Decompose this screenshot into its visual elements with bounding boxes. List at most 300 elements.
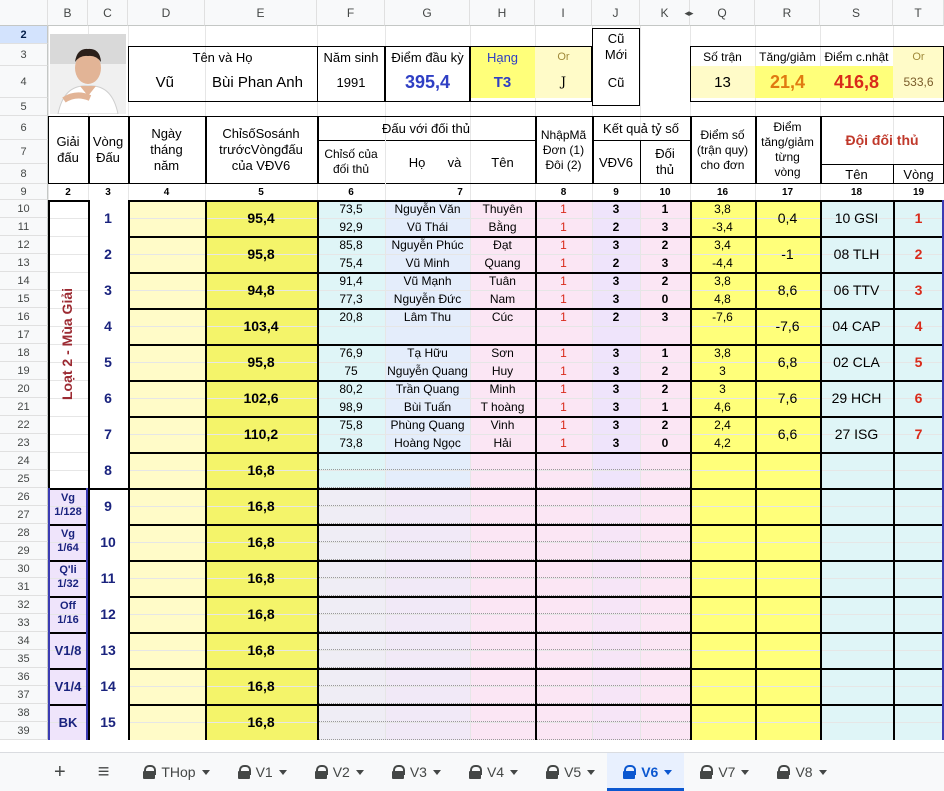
lock-icon: [143, 765, 155, 779]
row-header[interactable]: 25: [0, 470, 48, 488]
knockout-index[interactable]: 16,8: [247, 642, 275, 658]
score-opponent[interactable]: [640, 326, 690, 344]
sheet-tab-label: V8: [795, 764, 813, 780]
team-name[interactable]: 02 CLA: [833, 354, 880, 370]
row-header[interactable]: 24: [0, 452, 48, 470]
old-new-label: Cũ Mới: [604, 30, 628, 62]
opp-index[interactable]: 73,8: [339, 436, 363, 450]
round-change[interactable]: 8,6: [777, 282, 798, 298]
score-vdv6[interactable]: 3: [612, 346, 620, 360]
column-header-h[interactable]: H: [470, 0, 535, 26]
dotted-separator: [317, 505, 690, 506]
sheet-tab-label: V2: [332, 764, 350, 780]
row-header[interactable]: 18: [0, 344, 48, 362]
header-divider: [820, 164, 944, 165]
rank-label: Hạng: [470, 46, 535, 68]
birth-year[interactable]: 1991: [336, 74, 366, 90]
score-opponent[interactable]: 2: [661, 364, 669, 378]
team-round[interactable]: 1: [914, 210, 923, 226]
row-header[interactable]: 9: [0, 184, 48, 200]
knockout-border: [48, 704, 944, 706]
chevron-down-icon[interactable]: [433, 770, 441, 775]
row-header[interactable]: 11: [0, 218, 48, 236]
row-header[interactable]: 31: [0, 578, 48, 596]
row-header[interactable]: 23: [0, 434, 48, 452]
or-value[interactable]: J: [535, 66, 592, 98]
season-label: [56, 240, 78, 448]
hidden-columns-arrows[interactable]: ◂▸: [684, 7, 694, 18]
score-vdv6[interactable]: 3: [612, 364, 620, 378]
header-vdv6: VĐV6: [599, 154, 633, 170]
column-header-j[interactable]: J: [592, 0, 640, 26]
score-opponent[interactable]: 3: [661, 220, 669, 234]
opp-index[interactable]: 92,9: [339, 220, 363, 234]
knockout-border: [48, 632, 944, 634]
sheet-tab-v3[interactable]: [376, 753, 453, 791]
opp-index[interactable]: 77,3: [339, 292, 363, 306]
score-vdv6[interactable]: 3: [612, 274, 620, 288]
team-round[interactable]: 6: [914, 390, 923, 406]
row-header[interactable]: 22: [0, 416, 48, 434]
dotted-separator: [317, 469, 690, 470]
match-code[interactable]: 1: [560, 418, 567, 432]
round-change[interactable]: 6,6: [777, 426, 798, 442]
match-points[interactable]: 3: [719, 364, 726, 378]
chevron-down-icon[interactable]: [741, 770, 749, 775]
knockout-index[interactable]: 16,8: [247, 534, 275, 550]
round-change[interactable]: -1: [781, 246, 794, 262]
knockout-round: 10: [88, 524, 128, 560]
knockout-index[interactable]: 16,8: [247, 570, 275, 586]
row-header[interactable]: 35: [0, 650, 48, 668]
lock-icon: [469, 765, 481, 779]
row-gridline: [48, 722, 944, 723]
opp-index[interactable]: 75,4: [339, 256, 363, 270]
opp-firstname[interactable]: T hoàng: [480, 400, 525, 414]
opp-index[interactable]: 76,9: [339, 346, 363, 360]
sheet-tab-label: V1: [255, 764, 273, 780]
dotted-separator: [317, 613, 690, 614]
row-header[interactable]: 15: [0, 290, 48, 308]
team-round[interactable]: 3: [914, 282, 923, 298]
column-border: [755, 200, 757, 740]
team-name[interactable]: 27 ISG: [834, 426, 879, 442]
opp-lastname[interactable]: Nguyễn Đức: [393, 292, 462, 306]
opp-lastname[interactable]: Vũ Thái: [406, 220, 449, 234]
column-header-q[interactable]: Q: [690, 0, 755, 26]
match-points[interactable]: 3,8: [714, 346, 731, 360]
updated-value[interactable]: 416,8: [820, 66, 893, 98]
sheet-tab-v8[interactable]: [761, 753, 838, 791]
knockout-border: [48, 524, 944, 526]
opp-firstname[interactable]: Sơn: [491, 346, 514, 360]
opp-lastname[interactable]: Vũ Mạnh: [403, 274, 452, 288]
opp-firstname[interactable]: Nam: [489, 292, 516, 306]
matches-value[interactable]: 13: [690, 66, 755, 98]
old-new-value[interactable]: Cũ: [607, 74, 625, 90]
match-points[interactable]: 3,4: [714, 238, 731, 252]
score-vdv6[interactable]: 3: [612, 418, 620, 432]
row-header[interactable]: 12: [0, 236, 48, 254]
header-divider: [317, 140, 535, 141]
knockout-label: Vg 1/128: [54, 492, 82, 518]
match-code[interactable]: 1: [560, 256, 567, 270]
header-ho: Họ: [408, 154, 426, 170]
match-code[interactable]: 1: [560, 364, 567, 378]
match-code[interactable]: 1: [560, 436, 567, 450]
row-header[interactable]: 36: [0, 668, 48, 686]
match-points[interactable]: 2,4: [714, 418, 731, 432]
header-chiso: ChỉsốSosánh trướcVòngđấu của VĐV6: [219, 125, 303, 174]
column-border: [535, 200, 537, 740]
opp-firstname[interactable]: Quang: [484, 256, 521, 270]
score-opponent[interactable]: 1: [661, 400, 669, 414]
score-vdv6[interactable]: 2: [612, 310, 620, 324]
opp-index[interactable]: 75: [344, 364, 358, 378]
row-header[interactable]: 13: [0, 254, 48, 272]
header-divider: [640, 140, 641, 184]
match-points[interactable]: [690, 326, 755, 344]
score-vdv6[interactable]: 3: [612, 382, 620, 396]
match-code[interactable]: 1: [560, 400, 567, 414]
round-index[interactable]: 95,8: [247, 354, 275, 370]
opp-lastname[interactable]: Trần Quang: [395, 382, 460, 396]
team-round[interactable]: 4: [914, 318, 923, 334]
row-header[interactable]: 34: [0, 632, 48, 650]
lock-icon: [315, 765, 327, 779]
opp-firstname[interactable]: Bằng: [488, 220, 517, 234]
column-header-g[interactable]: G: [385, 0, 470, 26]
knockout-index[interactable]: 16,8: [247, 606, 275, 622]
column-header-d[interactable]: D: [128, 0, 205, 26]
column-index: 18: [850, 186, 863, 198]
row-gridline: [48, 470, 944, 471]
round-index[interactable]: 94,8: [247, 282, 275, 298]
opp-lastname[interactable]: [385, 326, 470, 344]
opp-firstname[interactable]: Huy: [491, 364, 514, 378]
match-points[interactable]: 3,8: [714, 202, 731, 216]
row-header[interactable]: 10: [0, 200, 48, 218]
opp-lastname[interactable]: Bùi Tuấn: [403, 400, 452, 414]
row-header[interactable]: 28: [0, 524, 48, 542]
header-dau-voi: Đấu với đối thủ: [381, 120, 471, 136]
row-header[interactable]: 30: [0, 560, 48, 578]
opp-index[interactable]: 75,8: [339, 418, 363, 432]
opp-index[interactable]: [317, 326, 385, 344]
column-border: [317, 200, 319, 740]
opp-firstname[interactable]: Minh: [489, 382, 516, 396]
row-header[interactable]: 14: [0, 272, 48, 290]
team-name[interactable]: 08 TLH: [833, 246, 880, 262]
column-index: 8: [560, 186, 567, 198]
row-header[interactable]: 37: [0, 686, 48, 704]
chevron-down-icon[interactable]: [279, 770, 287, 775]
column-header-s[interactable]: S: [820, 0, 893, 26]
score-opponent[interactable]: 3: [661, 256, 669, 270]
opp-firstname[interactable]: Tuân: [489, 274, 516, 288]
sheet-tab-bar: [0, 752, 944, 791]
row-header[interactable]: 16: [0, 308, 48, 326]
header-divider: [592, 116, 594, 184]
column-border: [205, 200, 207, 740]
column-header-i[interactable]: I: [535, 0, 592, 26]
row-header[interactable]: 6: [0, 116, 48, 140]
team-name[interactable]: 10 GSI: [834, 210, 879, 226]
header-divider: [385, 140, 386, 184]
section-border: [48, 488, 944, 490]
season-label-text: Loạt 2 - Mùa Giải: [59, 287, 76, 401]
sheet-tab-v4[interactable]: [453, 753, 530, 791]
knockout-label: V1/4: [54, 678, 82, 694]
team-name[interactable]: 29 HCH: [831, 390, 882, 406]
column-header-k[interactable]: K: [640, 0, 690, 26]
opp-lastname[interactable]: Nguyễn Văn: [394, 202, 461, 216]
opp-lastname[interactable]: Tạ Hữu: [407, 346, 448, 360]
score-vdv6[interactable]: 3: [612, 400, 620, 414]
birth-label: Năm sinh: [323, 49, 379, 65]
match-code[interactable]: 1: [560, 238, 567, 252]
sheet-tab-label: V4: [486, 764, 505, 780]
score-opponent[interactable]: 0: [661, 292, 669, 306]
row-header[interactable]: 38: [0, 704, 48, 722]
score-vdv6[interactable]: 3: [612, 292, 620, 306]
start-points[interactable]: 395,4: [404, 71, 451, 92]
team-name[interactable]: 06 TTV: [833, 282, 880, 298]
row-header[interactable]: 20: [0, 380, 48, 398]
round-change[interactable]: 7,6: [777, 390, 798, 406]
row-header[interactable]: 33: [0, 614, 48, 632]
or-label: Or: [535, 46, 592, 68]
header-ket-qua: Kết quả tỷ số: [603, 120, 679, 136]
score-vdv6[interactable]: 2: [612, 220, 620, 234]
team-round[interactable]: 5: [914, 354, 923, 370]
birth-box: [317, 46, 385, 102]
chevron-down-icon[interactable]: [356, 770, 364, 775]
row-header[interactable]: 3: [0, 44, 48, 66]
match-points[interactable]: -4,4: [712, 256, 733, 270]
header-ngay: Ngày tháng năm: [150, 125, 183, 174]
chevron-down-icon[interactable]: [664, 770, 672, 775]
sheet-tab-label: V5: [564, 764, 582, 780]
match-points[interactable]: 4,8: [714, 292, 731, 306]
score-opponent[interactable]: 2: [661, 418, 669, 432]
column-index: 19: [912, 186, 925, 198]
match-code[interactable]: 1: [560, 202, 567, 216]
sheet-tab-v5[interactable]: [530, 753, 607, 791]
sheet-tab-thop[interactable]: [127, 753, 221, 791]
round-number: 6: [88, 380, 128, 416]
knockout-index[interactable]: 16,8: [247, 678, 275, 694]
score-opponent[interactable]: 3: [661, 310, 669, 324]
header-va: và: [447, 154, 462, 170]
knockout-index[interactable]: 16,8: [247, 714, 275, 730]
match-points[interactable]: 3: [719, 382, 726, 396]
opp-index[interactable]: 91,4: [339, 274, 363, 288]
match-code[interactable]: 1: [560, 220, 567, 234]
header-divider: [893, 164, 894, 184]
column-header-b[interactable]: B: [48, 0, 88, 26]
sheet-tab-v2[interactable]: [299, 753, 376, 791]
row-header[interactable]: 26: [0, 488, 48, 506]
header-vong-dau: Vòng Đấu: [92, 133, 124, 165]
round-index[interactable]: 103,4: [243, 318, 279, 334]
header-divider: [592, 140, 690, 141]
column-header-e[interactable]: E: [205, 0, 317, 26]
column-header-t[interactable]: T: [893, 0, 944, 26]
row-header[interactable]: 8: [0, 164, 48, 184]
knockout-border: [48, 668, 944, 670]
match-code[interactable]: 1: [560, 346, 567, 360]
match-code[interactable]: 1: [560, 382, 567, 396]
team-round[interactable]: 7: [914, 426, 923, 442]
row-header[interactable]: 17: [0, 326, 48, 344]
sheet-tab-label: V3: [409, 764, 427, 780]
match-points[interactable]: 4,2: [714, 436, 731, 450]
chevron-down-icon[interactable]: [587, 770, 595, 775]
row-header[interactable]: 32: [0, 596, 48, 614]
round-change[interactable]: -7,6: [775, 318, 800, 334]
opp-index[interactable]: 98,9: [339, 400, 363, 414]
menu-icon: ≡: [97, 760, 110, 783]
row-header[interactable]: 39: [0, 722, 48, 740]
header-giai-dau: Giải đấu: [56, 133, 80, 165]
knockout-round: 12: [88, 596, 128, 632]
updated-label: Điểm c.nhật: [824, 50, 889, 64]
round-index[interactable]: 102,6: [243, 390, 279, 406]
matches-label: Số trận: [703, 50, 742, 64]
opp-lastname[interactable]: Phùng Quang: [390, 418, 465, 432]
opp-lastname[interactable]: Hoàng Ngọc: [394, 436, 461, 450]
sheet-tab-v7[interactable]: [684, 753, 761, 791]
match-code[interactable]: 1: [560, 292, 567, 306]
row-header[interactable]: 7: [0, 140, 48, 164]
row-header[interactable]: 21: [0, 398, 48, 416]
score-vdv6[interactable]: [592, 326, 640, 344]
knockout-index[interactable]: 16,8: [247, 498, 275, 514]
match-points[interactable]: 4,6: [714, 400, 731, 414]
match-code[interactable]: 1: [560, 274, 567, 288]
round-number: 5: [88, 344, 128, 380]
round-index[interactable]: 110,2: [243, 426, 279, 442]
lock-icon: [623, 765, 635, 779]
header-divider: [755, 116, 757, 184]
opp-index[interactable]: 85,8: [339, 238, 363, 252]
sheet-tab-label: THop: [161, 764, 196, 780]
opp-firstname[interactable]: Đạt: [493, 238, 512, 252]
row-header[interactable]: 27: [0, 506, 48, 524]
opp-firstname[interactable]: Thuyên: [482, 202, 523, 216]
team-round[interactable]: 2: [914, 246, 923, 262]
opp-firstname[interactable]: Vinh: [490, 418, 515, 432]
row-gridline: [48, 506, 944, 507]
table-header-box: [48, 116, 944, 184]
match-points[interactable]: -3,4: [712, 220, 733, 234]
score-vdv6[interactable]: 3: [612, 436, 620, 450]
round-change[interactable]: 0,4: [777, 210, 798, 226]
chevron-down-icon[interactable]: [819, 770, 827, 775]
row-header[interactable]: 2: [0, 26, 48, 44]
score-opponent[interactable]: 2: [661, 382, 669, 396]
match-code[interactable]: 1: [560, 310, 567, 324]
header-chiso-doithu: Chỉsố của đối thủ: [324, 147, 378, 176]
column-header-r[interactable]: R: [755, 0, 820, 26]
row-header[interactable]: 29: [0, 542, 48, 560]
rank-value[interactable]: T3: [470, 66, 535, 98]
score-opponent[interactable]: 2: [661, 274, 669, 288]
round-index[interactable]: 95,8: [247, 246, 275, 262]
column-index: 3: [105, 186, 111, 198]
change-label: Tăng/giảm: [759, 50, 816, 64]
player-lastname[interactable]: Vũ: [155, 73, 174, 91]
opp-lastname[interactable]: Vũ Minh: [405, 256, 450, 270]
header-divider: [317, 116, 319, 184]
opp-firstname[interactable]: [470, 326, 535, 344]
start-box: [385, 46, 470, 102]
sheet-tab-v6[interactable]: [607, 753, 684, 791]
change-value[interactable]: 21,4: [755, 66, 820, 98]
opp-firstname[interactable]: Cúc: [491, 310, 514, 324]
select-all-corner[interactable]: [0, 0, 48, 26]
lock-icon: [700, 765, 712, 779]
sheet-tab-v1[interactable]: [222, 753, 299, 791]
score-opponent[interactable]: 1: [661, 202, 669, 216]
right-border-accent: [893, 200, 944, 740]
score-opponent[interactable]: 1: [661, 346, 669, 360]
match-points[interactable]: -7,6: [712, 310, 733, 324]
match-points[interactable]: 3,8: [714, 274, 731, 288]
row-gridline: [48, 614, 944, 615]
score-opponent[interactable]: 2: [661, 238, 669, 252]
score-vdv6[interactable]: 3: [612, 238, 620, 252]
column-border: [690, 200, 692, 740]
add-sheet-button[interactable]: [0, 753, 80, 791]
column-header-c[interactable]: C: [88, 0, 128, 26]
opp-index[interactable]: 80,2: [339, 382, 363, 396]
round-change[interactable]: 6,8: [777, 354, 798, 370]
score-vdv6[interactable]: 2: [612, 256, 620, 270]
opp-lastname[interactable]: Lâm Thu: [403, 310, 452, 324]
chevron-down-icon[interactable]: [510, 770, 518, 775]
match-code[interactable]: [535, 326, 592, 344]
chevron-down-icon[interactable]: [202, 770, 210, 775]
round-number: 2: [88, 236, 128, 272]
row-header[interactable]: 19: [0, 362, 48, 380]
round-number: 3: [88, 272, 128, 308]
column-index: 6: [348, 186, 354, 198]
player-photo: [50, 34, 126, 114]
knockout-label: Off 1/16: [57, 600, 79, 626]
opp-lastname[interactable]: Nguyễn Quang: [387, 364, 468, 378]
opp-lastname[interactable]: Nguyễn Phúc: [391, 238, 464, 252]
dotted-separator: [317, 685, 690, 686]
header-ten: Tên: [491, 154, 514, 170]
all-sheets-button[interactable]: [80, 753, 128, 791]
score-opponent[interactable]: 0: [661, 436, 669, 450]
round-index[interactable]: 16,8: [247, 462, 275, 478]
or2-value[interactable]: 533,6: [893, 66, 944, 98]
row-header[interactable]: 4: [0, 66, 48, 98]
header-divider: [88, 116, 90, 184]
row-header[interactable]: 5: [0, 98, 48, 116]
round-index[interactable]: 95,4: [247, 210, 275, 226]
opp-index[interactable]: 73,5: [339, 202, 363, 216]
opp-firstname[interactable]: Hải: [493, 436, 512, 450]
player-firstname[interactable]: Bùi Phan Anh: [212, 73, 303, 91]
score-vdv6[interactable]: 3: [612, 202, 620, 216]
team-name[interactable]: 04 CAP: [832, 318, 881, 334]
opp-index[interactable]: 20,8: [339, 310, 363, 324]
column-header-f[interactable]: F: [317, 0, 385, 26]
